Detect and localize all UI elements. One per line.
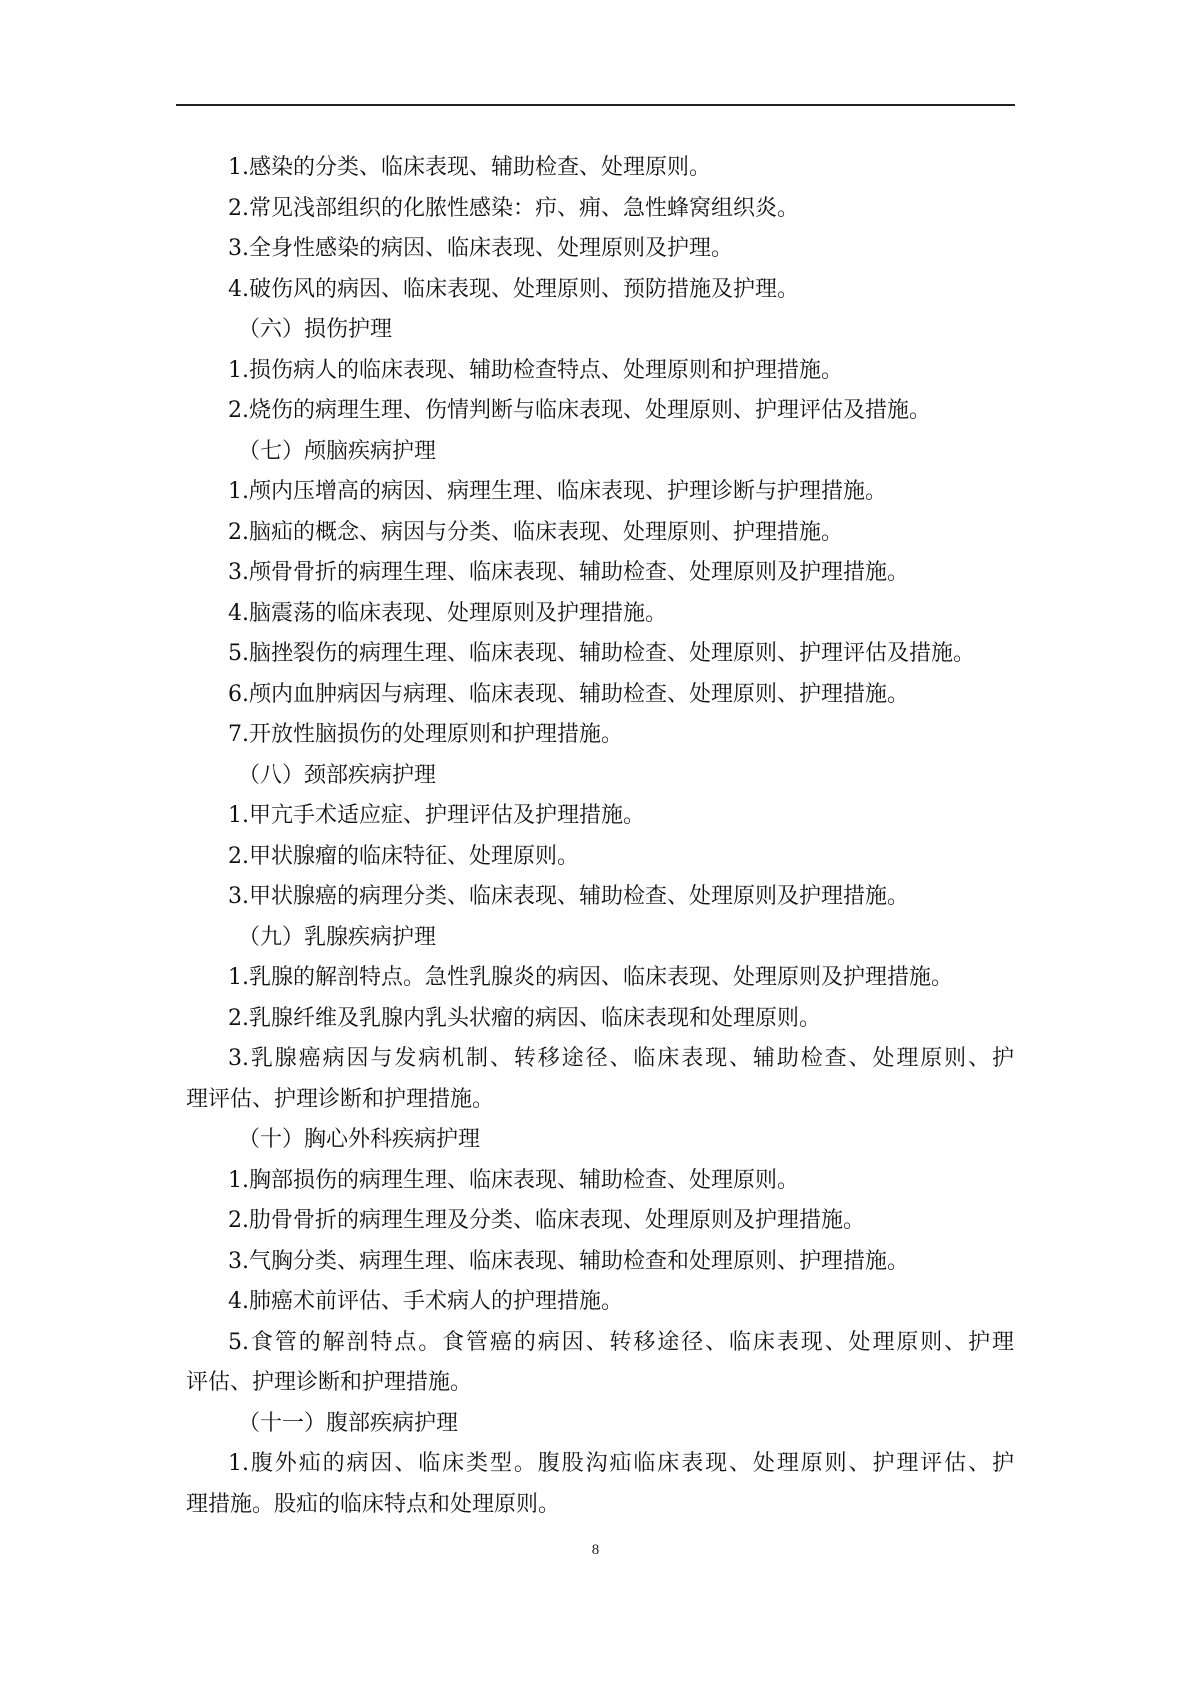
list-item: 6.颅内血肿病因与病理、临床表现、辅助检查、处理原则、护理措施。 — [228, 681, 909, 707]
list-item: 3.全身性感染的病因、临床表现、处理原则及护理。 — [228, 236, 733, 261]
list-item: 2.脑疝的概念、病因与分类、临床表现、处理原则、护理措施。 — [228, 519, 843, 545]
list-item: 5.脑挫裂伤的病理生理、临床表现、辅助检查、处理原则、护理评估及措施。 — [228, 641, 975, 666]
list-item: 1.感染的分类、临床表现、辅助检查、处理原则。 — [228, 155, 711, 180]
section-heading: （九）乳腺疾病护理 — [238, 924, 437, 950]
section-heading: （十一）腹部疾病护理 — [238, 1410, 459, 1436]
section-heading: （七）颅脑疾病护理 — [238, 438, 437, 464]
list-item: 1.颅内压增高的病因、病理生理、临床表现、护理诊断与护理措施。 — [228, 479, 887, 504]
list-item: 2.常见浅部组织的化脓性感染：疖、痈、急性蜂窝组织炎。 — [228, 195, 799, 221]
list-item: 1.甲亢手术适应症、护理评估及护理措施。 — [228, 803, 645, 828]
list-item: 7.开放性脑损伤的处理原则和护理措施。 — [228, 722, 623, 747]
list-item: 2.乳腺纤维及乳腺内乳头状瘤的病因、临床表现和处理原则。 — [228, 1005, 821, 1031]
list-item: 4.肺癌术前评估、手术病人的护理措施。 — [228, 1289, 623, 1314]
list-item: 1.腹外疝的病因、临床类型。腹股沟疝临床表现、处理原则、护理评估、护 — [228, 1451, 1014, 1476]
list-item: 2.肋骨骨折的病理生理及分类、临床表现、处理原则及护理措施。 — [228, 1208, 865, 1233]
section-heading: （六）损伤护理 — [238, 317, 393, 342]
list-item: 3.甲状腺癌的病理分类、临床表现、辅助检查、处理原则及护理措施。 — [228, 884, 909, 909]
section-heading: （八）颈部疾病护理 — [238, 762, 437, 788]
list-item: 5.食管的解剖特点。食管癌的病因、转移途径、临床表现、处理原则、护理 — [228, 1329, 1014, 1355]
list-item-continuation: 理评估、护理诊断和护理措施。 — [186, 1086, 495, 1112]
list-item: 2.烧伤的病理生理、伤情判断与临床表现、处理原则、护理评估及措施。 — [228, 398, 931, 423]
list-item: 3.气胸分类、病理生理、临床表现、辅助检查和处理原则、护理措施。 — [228, 1248, 909, 1274]
list-item: 3.乳腺癌病因与发病机制、转移途径、临床表现、辅助检查、处理原则、护 — [228, 1046, 1014, 1071]
list-item: 1.乳腺的解剖特点。急性乳腺炎的病因、临床表现、处理原则及护理措施。 — [228, 965, 953, 990]
page-number: 8 — [591, 1542, 600, 1558]
page-body — [186, 148, 1014, 1525]
list-item: 1.胸部损伤的病理生理、临床表现、辅助检查、处理原则。 — [228, 1167, 799, 1193]
list-item: 4.脑震荡的临床表现、处理原则及护理措施。 — [228, 600, 667, 626]
section-heading: （十）胸心外科疾病护理 — [238, 1127, 481, 1152]
header-rule — [176, 104, 1015, 106]
list-item-continuation: 理措施。股疝的临床特点和处理原则。 — [186, 1491, 561, 1517]
list-item: 2.甲状腺瘤的临床特征、处理原则。 — [228, 843, 579, 869]
list-item-continuation: 评估、护理诊断和护理措施。 — [186, 1370, 473, 1395]
list-item: 1.损伤病人的临床表现、辅助检查特点、处理原则和护理措施。 — [228, 357, 843, 383]
list-item: 4.破伤风的病因、临床表现、处理原则、预防措施及护理。 — [228, 276, 799, 302]
list-item: 3.颅骨骨折的病理生理、临床表现、辅助检查、处理原则及护理措施。 — [228, 560, 909, 585]
